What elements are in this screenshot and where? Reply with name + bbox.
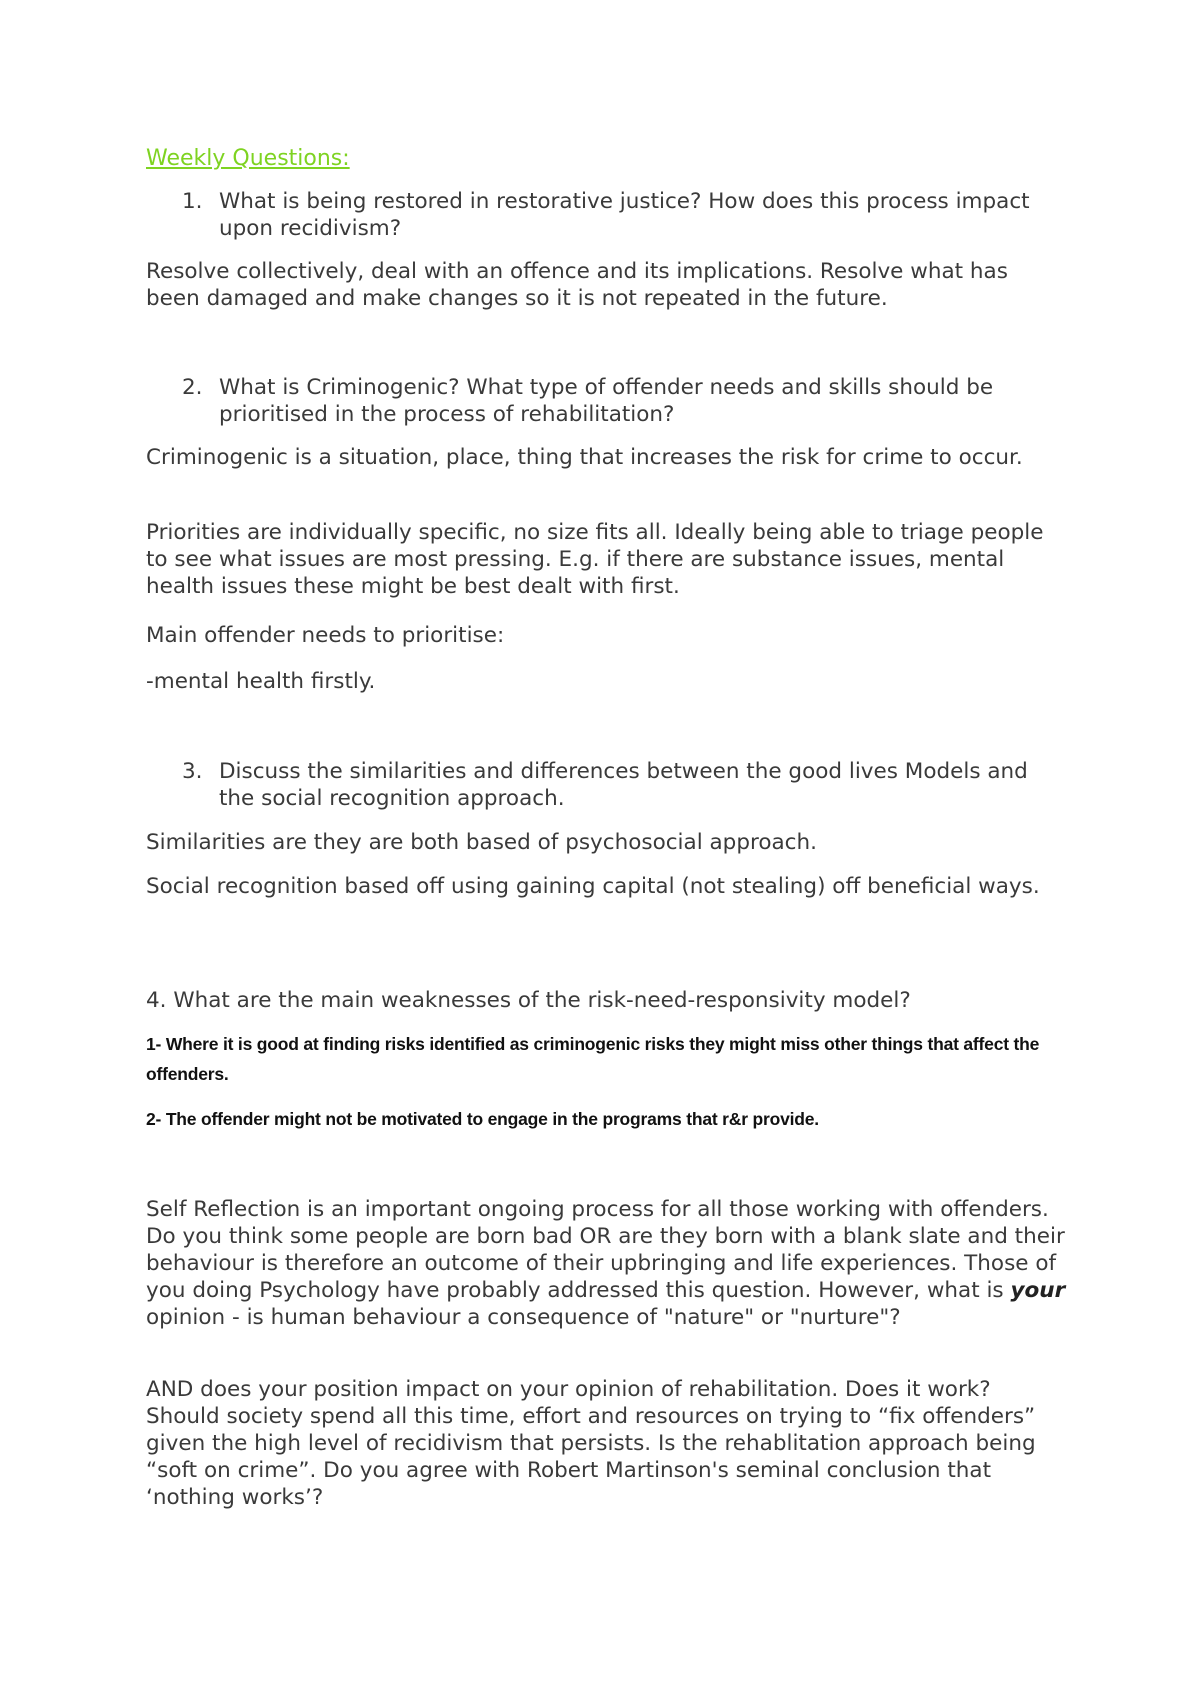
question-3-text: Discuss the similarities and differences between the good lives Models and the social recognition approach.	[219, 759, 1028, 811]
page-heading: Weekly Questions:	[146, 146, 350, 171]
question-2-answer-definition: Criminogenic is a situation, place, thing that increases the risk for crime to occur.	[146, 445, 1023, 470]
question-2-answer-needs-label: Main offender needs to prioritise:	[146, 623, 505, 648]
reflection-p1-emphasis: your	[1010, 1278, 1066, 1303]
reflection-p1-before: Self Reflection is an important ongoing process for all those working with offenders. Do you think some people are born bad OR are they born with a blank slate and their behaviour is therefore an outcome of their upbringing and life experiences. Those of you doing Psychology have probably addressed this question. However, what is	[146, 1197, 1065, 1303]
question-1-number: 1.	[182, 189, 203, 214]
question-3-number: 3.	[182, 759, 203, 784]
question-2-answer-needs-item: -mental health firstly.	[146, 669, 376, 694]
question-1-answer: Resolve collectively, deal with an offence and its implications. Resolve what has been damaged and make changes so it is not repeated in the future.	[146, 259, 1008, 311]
reflection-paragraph-1	[146, 1196, 1066, 1331]
question-2-number: 2.	[182, 375, 203, 400]
question-2-text: What is Criminogenic? What type of offender needs and skills should be prioritised in the process of rehabilitation?	[219, 375, 994, 427]
question-1-text: What is being restored in restorative justice? How does this process impact upon recidivism?	[219, 189, 1030, 241]
question-4-answer-2: 2- The offender might not be motivated to engage in the programs that r&r provide.	[146, 1109, 819, 1129]
question-2-answer-priorities: Priorities are individually specific, no size fits all. Ideally being able to triage people to see what issues are most pressing. E.g. if there are substance issues, mental health issues these might be best dealt with first.	[146, 520, 1044, 599]
question-3-answer-similarities: Similarities are they are both based of psychosocial approach.	[146, 830, 817, 855]
question-3-answer-social-recognition: Social recognition based off using gaining capital (not stealing) off beneficial ways.	[146, 874, 1040, 899]
reflection-paragraph-2: AND does your position impact on your opinion of rehabilitation. Does it work? Should society spend all this time, effort and resources on trying to “fix offenders” given the high level of recidivism that persists. Is the rehablitation approach being “soft on crime”. Do you agree with Robert Martinson's seminal conclusion that ‘nothing works’?	[146, 1377, 1036, 1510]
question-4-answer-1: 1- Where it is good at finding risks identified as criminogenic risks they might miss other things that affect the offenders.	[146, 1034, 1040, 1084]
question-4-text: 4. What are the main weaknesses of the risk-need-responsivity model?	[146, 988, 911, 1013]
reflection-p1-after: opinion - is human behaviour a consequence of "nature" or "nurture"?	[146, 1305, 901, 1330]
